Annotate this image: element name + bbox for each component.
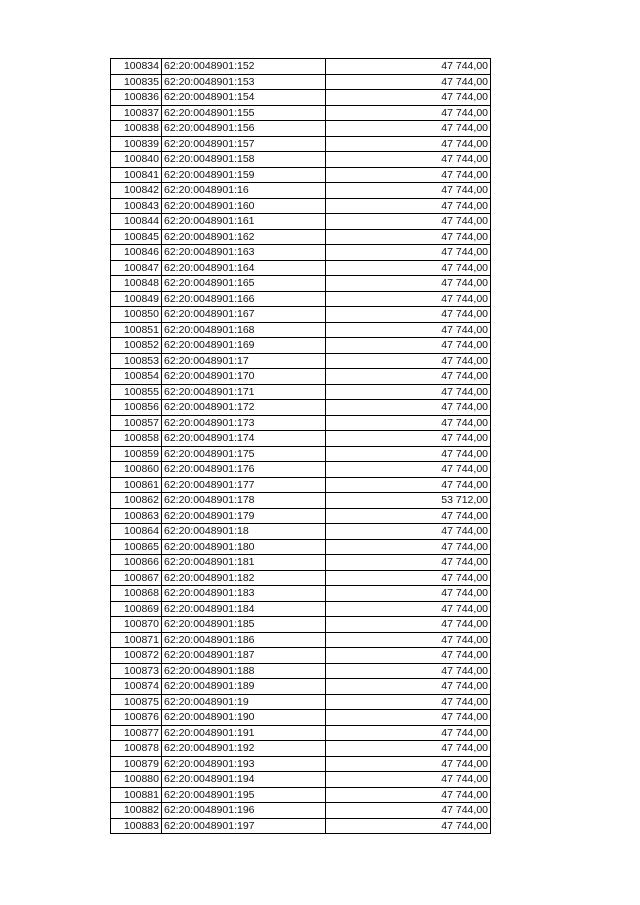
- value-cell: 47 744,00: [326, 90, 491, 106]
- value-cell: 47 744,00: [326, 214, 491, 230]
- value-cell: 47 744,00: [326, 291, 491, 307]
- cadastral-number-cell: 62:20:0048901:152: [162, 59, 326, 75]
- row-id-cell: 100858: [111, 431, 162, 447]
- row-id-cell: 100867: [111, 570, 162, 586]
- table-row: [111, 74, 491, 90]
- cadastral-number-cell: 62:20:0048901:183: [162, 586, 326, 602]
- row-id-cell: 100853: [111, 353, 162, 369]
- cadastral-number-cell: 62:20:0048901:176: [162, 462, 326, 478]
- value-cell: 47 744,00: [326, 524, 491, 540]
- value-cell: 47 744,00: [326, 105, 491, 121]
- value-cell: 47 744,00: [326, 539, 491, 555]
- table-row: [111, 245, 491, 261]
- table-row: [111, 462, 491, 478]
- cadastral-number-cell: 62:20:0048901:158: [162, 152, 326, 168]
- cadastral-number-cell: 62:20:0048901:169: [162, 338, 326, 354]
- cadastral-number-cell: 62:20:0048901:19: [162, 694, 326, 710]
- cadastral-number-cell: 62:20:0048901:188: [162, 663, 326, 679]
- value-cell: 47 744,00: [326, 648, 491, 664]
- value-cell: 47 744,00: [326, 477, 491, 493]
- table-row: [111, 617, 491, 633]
- table-row: [111, 524, 491, 540]
- table-row: [111, 431, 491, 447]
- value-cell: 47 744,00: [326, 322, 491, 338]
- row-id-cell: 100839: [111, 136, 162, 152]
- row-id-cell: 100844: [111, 214, 162, 230]
- table-row: [111, 415, 491, 431]
- table-row: [111, 756, 491, 772]
- row-id-cell: 100880: [111, 772, 162, 788]
- cadastral-number-cell: 62:20:0048901:155: [162, 105, 326, 121]
- value-cell: 47 744,00: [326, 508, 491, 524]
- row-id-cell: 100841: [111, 167, 162, 183]
- cadastral-number-cell: 62:20:0048901:16: [162, 183, 326, 199]
- table-row: [111, 338, 491, 354]
- row-id-cell: 100883: [111, 818, 162, 834]
- table-row: [111, 384, 491, 400]
- table-row: [111, 307, 491, 323]
- cadastral-number-cell: 62:20:0048901:181: [162, 555, 326, 571]
- row-id-cell: 100864: [111, 524, 162, 540]
- value-cell: 47 744,00: [326, 756, 491, 772]
- table-row: [111, 694, 491, 710]
- table-row: [111, 679, 491, 695]
- cadastral-number-cell: 62:20:0048901:191: [162, 725, 326, 741]
- table-row: [111, 276, 491, 292]
- cadastral-number-cell: 62:20:0048901:194: [162, 772, 326, 788]
- value-cell: 47 744,00: [326, 74, 491, 90]
- value-cell: 47 744,00: [326, 601, 491, 617]
- cadastral-number-cell: 62:20:0048901:18: [162, 524, 326, 540]
- table-row: [111, 214, 491, 230]
- table-row: [111, 725, 491, 741]
- value-cell: 53 712,00: [326, 493, 491, 509]
- table-row: [111, 121, 491, 137]
- table-row: [111, 787, 491, 803]
- table-row: [111, 539, 491, 555]
- table-row: [111, 710, 491, 726]
- row-id-cell: 100847: [111, 260, 162, 276]
- cadastral-number-cell: 62:20:0048901:161: [162, 214, 326, 230]
- row-id-cell: 100854: [111, 369, 162, 385]
- row-id-cell: 100840: [111, 152, 162, 168]
- cadastral-number-cell: 62:20:0048901:179: [162, 508, 326, 524]
- cadastral-number-cell: 62:20:0048901:156: [162, 121, 326, 137]
- value-cell: 47 744,00: [326, 136, 491, 152]
- value-cell: 47 744,00: [326, 59, 491, 75]
- table-row: [111, 291, 491, 307]
- value-cell: 47 744,00: [326, 570, 491, 586]
- row-id-cell: 100849: [111, 291, 162, 307]
- row-id-cell: 100872: [111, 648, 162, 664]
- cadastral-number-cell: 62:20:0048901:174: [162, 431, 326, 447]
- cadastral-number-cell: 62:20:0048901:153: [162, 74, 326, 90]
- cadastral-number-cell: 62:20:0048901:193: [162, 756, 326, 772]
- row-id-cell: 100866: [111, 555, 162, 571]
- table-row: [111, 632, 491, 648]
- table-row: [111, 198, 491, 214]
- value-cell: 47 744,00: [326, 741, 491, 757]
- row-id-cell: 100878: [111, 741, 162, 757]
- table-row: [111, 741, 491, 757]
- value-cell: 47 744,00: [326, 694, 491, 710]
- row-id-cell: 100850: [111, 307, 162, 323]
- cadastral-number-cell: 62:20:0048901:180: [162, 539, 326, 555]
- table-row: [111, 648, 491, 664]
- value-cell: 47 744,00: [326, 617, 491, 633]
- table-row: [111, 229, 491, 245]
- cadastral-number-cell: 62:20:0048901:163: [162, 245, 326, 261]
- row-id-cell: 100871: [111, 632, 162, 648]
- value-cell: 47 744,00: [326, 353, 491, 369]
- row-id-cell: 100869: [111, 601, 162, 617]
- row-id-cell: 100848: [111, 276, 162, 292]
- value-cell: 47 744,00: [326, 384, 491, 400]
- table-row: [111, 477, 491, 493]
- cadastral-number-cell: 62:20:0048901:175: [162, 446, 326, 462]
- value-cell: 47 744,00: [326, 276, 491, 292]
- cadastral-number-cell: 62:20:0048901:178: [162, 493, 326, 509]
- table-row: [111, 772, 491, 788]
- value-cell: 47 744,00: [326, 400, 491, 416]
- table-row: [111, 167, 491, 183]
- row-id-cell: 100874: [111, 679, 162, 695]
- cadastral-number-cell: 62:20:0048901:173: [162, 415, 326, 431]
- cadastral-number-cell: 62:20:0048901:189: [162, 679, 326, 695]
- row-id-cell: 100857: [111, 415, 162, 431]
- row-id-cell: 100834: [111, 59, 162, 75]
- row-id-cell: 100877: [111, 725, 162, 741]
- table-row: [111, 803, 491, 819]
- cadastral-number-cell: 62:20:0048901:192: [162, 741, 326, 757]
- value-cell: 47 744,00: [326, 772, 491, 788]
- value-cell: 47 744,00: [326, 462, 491, 478]
- value-cell: 47 744,00: [326, 818, 491, 834]
- row-id-cell: 100860: [111, 462, 162, 478]
- cadastral-number-cell: 62:20:0048901:177: [162, 477, 326, 493]
- table-row: [111, 369, 491, 385]
- cadastral-number-cell: 62:20:0048901:162: [162, 229, 326, 245]
- value-cell: 47 744,00: [326, 260, 491, 276]
- cadastral-number-cell: 62:20:0048901:171: [162, 384, 326, 400]
- value-cell: 47 744,00: [326, 446, 491, 462]
- table-row: [111, 136, 491, 152]
- row-id-cell: 100861: [111, 477, 162, 493]
- table-row: [111, 105, 491, 121]
- row-id-cell: 100879: [111, 756, 162, 772]
- value-cell: 47 744,00: [326, 725, 491, 741]
- table-row: [111, 601, 491, 617]
- cadastral-number-cell: 62:20:0048901:154: [162, 90, 326, 106]
- table-row: [111, 555, 491, 571]
- table-row: [111, 493, 491, 509]
- table-row: [111, 400, 491, 416]
- value-cell: 47 744,00: [326, 679, 491, 695]
- table-row: [111, 59, 491, 75]
- cadastral-number-cell: 62:20:0048901:159: [162, 167, 326, 183]
- row-id-cell: 100837: [111, 105, 162, 121]
- table-row: [111, 90, 491, 106]
- value-cell: 47 744,00: [326, 369, 491, 385]
- cadastral-number-cell: 62:20:0048901:164: [162, 260, 326, 276]
- cadastral-number-cell: 62:20:0048901:182: [162, 570, 326, 586]
- value-cell: 47 744,00: [326, 245, 491, 261]
- row-id-cell: 100852: [111, 338, 162, 354]
- table-row: [111, 322, 491, 338]
- table-row: [111, 586, 491, 602]
- value-cell: 47 744,00: [326, 229, 491, 245]
- row-id-cell: 100882: [111, 803, 162, 819]
- cadastral-number-cell: 62:20:0048901:170: [162, 369, 326, 385]
- value-cell: 47 744,00: [326, 431, 491, 447]
- cadastral-number-cell: 62:20:0048901:197: [162, 818, 326, 834]
- cadastral-number-cell: 62:20:0048901:184: [162, 601, 326, 617]
- cadastral-number-cell: 62:20:0048901:157: [162, 136, 326, 152]
- row-id-cell: 100865: [111, 539, 162, 555]
- cadastral-number-cell: 62:20:0048901:160: [162, 198, 326, 214]
- value-cell: 47 744,00: [326, 198, 491, 214]
- row-id-cell: 100855: [111, 384, 162, 400]
- value-cell: 47 744,00: [326, 152, 491, 168]
- cadastral-number-cell: 62:20:0048901:17: [162, 353, 326, 369]
- cadastral-number-cell: 62:20:0048901:195: [162, 787, 326, 803]
- row-id-cell: 100856: [111, 400, 162, 416]
- row-id-cell: 100842: [111, 183, 162, 199]
- cadastral-number-cell: 62:20:0048901:168: [162, 322, 326, 338]
- cadastral-number-cell: 62:20:0048901:172: [162, 400, 326, 416]
- value-cell: 47 744,00: [326, 121, 491, 137]
- row-id-cell: 100859: [111, 446, 162, 462]
- row-id-cell: 100881: [111, 787, 162, 803]
- table-row: [111, 152, 491, 168]
- cadastral-number-cell: 62:20:0048901:185: [162, 617, 326, 633]
- cadastral-number-cell: 62:20:0048901:190: [162, 710, 326, 726]
- value-cell: 47 744,00: [326, 710, 491, 726]
- data-table: [110, 58, 491, 834]
- value-cell: 47 744,00: [326, 663, 491, 679]
- value-cell: 47 744,00: [326, 338, 491, 354]
- cadastral-number-cell: 62:20:0048901:187: [162, 648, 326, 664]
- table-row: [111, 260, 491, 276]
- table-row: [111, 183, 491, 199]
- value-cell: 47 744,00: [326, 555, 491, 571]
- row-id-cell: 100843: [111, 198, 162, 214]
- row-id-cell: 100873: [111, 663, 162, 679]
- row-id-cell: 100836: [111, 90, 162, 106]
- row-id-cell: 100875: [111, 694, 162, 710]
- table-row: [111, 818, 491, 834]
- value-cell: 47 744,00: [326, 307, 491, 323]
- row-id-cell: 100876: [111, 710, 162, 726]
- value-cell: 47 744,00: [326, 632, 491, 648]
- cadastral-number-cell: 62:20:0048901:167: [162, 307, 326, 323]
- row-id-cell: 100845: [111, 229, 162, 245]
- value-cell: 47 744,00: [326, 586, 491, 602]
- table-row: [111, 353, 491, 369]
- row-id-cell: 100870: [111, 617, 162, 633]
- value-cell: 47 744,00: [326, 167, 491, 183]
- table-row: [111, 663, 491, 679]
- row-id-cell: 100846: [111, 245, 162, 261]
- cadastral-number-cell: 62:20:0048901:166: [162, 291, 326, 307]
- row-id-cell: 100863: [111, 508, 162, 524]
- row-id-cell: 100838: [111, 121, 162, 137]
- value-cell: 47 744,00: [326, 415, 491, 431]
- value-cell: 47 744,00: [326, 183, 491, 199]
- value-cell: 47 744,00: [326, 787, 491, 803]
- row-id-cell: 100862: [111, 493, 162, 509]
- table-row: [111, 570, 491, 586]
- table-row: [111, 508, 491, 524]
- row-id-cell: 100851: [111, 322, 162, 338]
- cadastral-number-cell: 62:20:0048901:186: [162, 632, 326, 648]
- row-id-cell: 100835: [111, 74, 162, 90]
- value-cell: 47 744,00: [326, 803, 491, 819]
- cadastral-number-cell: 62:20:0048901:196: [162, 803, 326, 819]
- table-body: [111, 59, 491, 834]
- table-row: [111, 446, 491, 462]
- row-id-cell: 100868: [111, 586, 162, 602]
- cadastral-number-cell: 62:20:0048901:165: [162, 276, 326, 292]
